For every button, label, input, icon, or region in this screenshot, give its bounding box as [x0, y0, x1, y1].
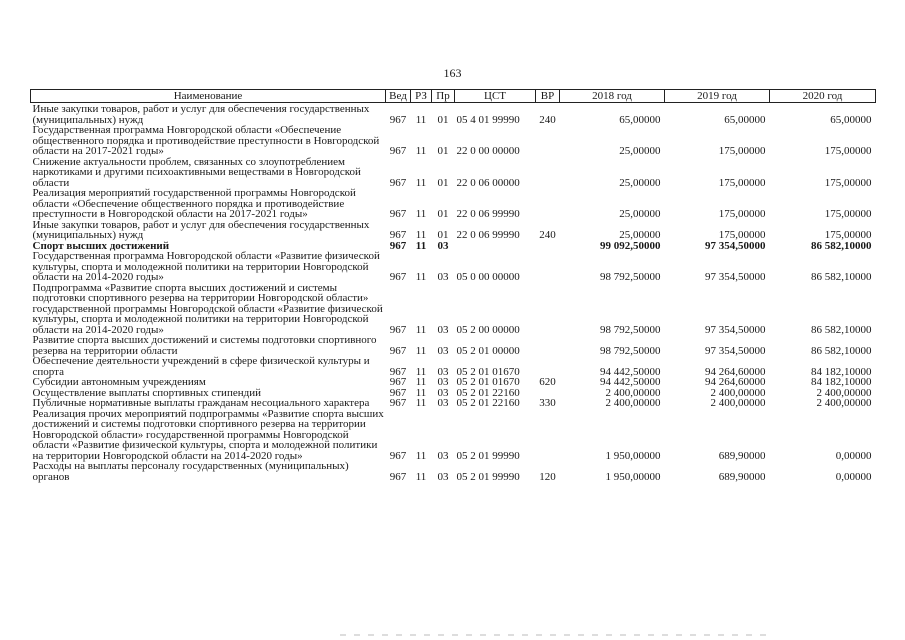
cell-cst: 05 2 01 01670	[456, 365, 520, 378]
cell-name: Субсидии автономным учреждениям	[32, 376, 206, 388]
cell-name: Реализация мероприятий государственной программы Новгородской области «Обеспечение общественного порядка и противодействие преступности в Новгородской области на 2017-2021 годы»	[32, 187, 356, 220]
cell-ved: 967	[389, 176, 407, 189]
cell-2020: 86 582,10000	[811, 239, 872, 252]
cell-name: Подпрограмма «Развитие спорта высших достижений и системы подготовки спортивного резерва на территории Новгородской области» государственной программы Новгородской области «Развитие физической культуры, спорта и молодежной политики на территории Новгородской области на 2014-2020 годы»	[32, 281, 383, 336]
cell-ved: 967	[389, 376, 407, 388]
cell-2020: 0,00000	[835, 470, 872, 483]
cell-2020: 2 400,00000	[816, 386, 872, 399]
cell-ved: 967	[389, 397, 407, 409]
cell-vr: 330	[539, 397, 556, 409]
header-2020: 2020 год	[770, 90, 876, 103]
table-row	[31, 398, 876, 409]
cell-name: Иные закупки товаров, работ и услуг для обеспечения государственных (муниципальных) нужд	[32, 103, 370, 126]
cell-2020: 2 400,00000	[816, 397, 872, 409]
table-row	[31, 377, 876, 388]
cell-rz: 11	[415, 376, 427, 388]
cell-2019: 97 354,50000	[705, 344, 766, 357]
cell-name: Снижение актуальности проблем, связанных со злоупотреблением наркотиками и другими психоактивными веществами в Новгородской области	[32, 155, 361, 189]
cell-cst: 05 2 01 22160	[456, 386, 520, 399]
cell-2020: 86 582,10000	[811, 271, 872, 283]
cell-cst: 05 4 01 99990	[456, 113, 520, 126]
cell-vr: 240	[539, 229, 556, 241]
cell-2018: 99 092,50000	[600, 239, 661, 252]
cell-rz: 11	[415, 470, 427, 483]
cell-2019: 2 400,00000	[710, 386, 766, 399]
cell-2018: 98 792,50000	[600, 323, 661, 336]
cell-ved: 967	[389, 239, 407, 252]
cell-2019: 175,00000	[718, 145, 766, 157]
cell-2018: 25,00000	[619, 176, 661, 189]
table-row	[31, 283, 876, 336]
page-number: 163	[443, 66, 462, 80]
cell-2019: 175,00000	[718, 229, 766, 241]
table-row	[31, 125, 876, 157]
cell-2020: 175,00000	[824, 208, 872, 220]
cell-vr	[536, 241, 560, 252]
cell-ved: 967	[389, 323, 407, 336]
cell-rz: 11	[415, 229, 427, 241]
table-row	[31, 103, 876, 126]
cell-rz: 11	[415, 271, 427, 283]
cell-2018: 25,00000	[619, 208, 661, 220]
cell-name: Иные закупки товаров, работ и услуг для обеспечения государственных (муниципальных) нужд	[32, 218, 370, 241]
cell-pr: 01	[437, 145, 449, 157]
cell-vr	[536, 283, 560, 336]
cell-cst: 05 2 01 00000	[456, 344, 520, 357]
cell-ved: 967	[389, 449, 407, 462]
cell-2020: 84 182,10000	[811, 376, 872, 388]
cell-name: Развитие спорта высших достижений и системы подготовки спортивного резерва на территории области	[32, 334, 377, 357]
cell-pr: 03	[437, 449, 449, 462]
cell-ved: 967	[389, 229, 407, 241]
cell-rz: 11	[415, 323, 427, 336]
cell-pr: 01	[437, 113, 449, 126]
cell-pr: 03	[437, 239, 449, 252]
table-row	[31, 251, 876, 283]
table-row	[31, 188, 876, 220]
cell-cst: 22 0 06 00000	[456, 176, 520, 189]
cell-ved: 967	[389, 145, 407, 157]
cell-vr	[536, 356, 560, 377]
cell-cst: 22 0 06 99990	[456, 208, 520, 220]
cell-pr: 01	[437, 176, 449, 189]
cell-2019: 94 264,60000	[705, 376, 766, 388]
cell-ved: 967	[389, 271, 407, 283]
cell-vr	[536, 125, 560, 157]
table-body	[31, 103, 876, 483]
cell-cst: 22 0 06 99990	[456, 229, 520, 241]
cell-rz: 11	[415, 113, 427, 126]
cell-rz: 11	[415, 386, 427, 399]
table-row	[31, 461, 876, 482]
cell-name: Государственная программа Новгородской области «Развитие физической культуры, спорта и молодежной политики на территории Новгородской области на 2014-2020 годы»	[32, 250, 380, 283]
cell-vr: 120	[539, 470, 556, 483]
cell-cst: 22 0 00 00000	[456, 145, 520, 157]
budget-table	[30, 89, 876, 482]
cell-2018: 94 442,50000	[600, 376, 661, 388]
header-2019: 2019 год	[665, 90, 770, 103]
cell-2019: 175,00000	[718, 208, 766, 220]
cell-ved: 967	[389, 470, 407, 483]
cell-2020: 175,00000	[824, 176, 872, 189]
cell-vr	[536, 335, 560, 356]
cell-rz: 11	[415, 344, 427, 357]
cell-cst	[455, 241, 536, 252]
cell-2018: 1 950,00000	[605, 470, 661, 483]
cell-pr: 01	[437, 229, 449, 241]
cell-name: Государственная программа Новгородской области «Обеспечение общественного порядка и противодействие преступности в Новгородской области на 2017-2021 годы»	[32, 124, 380, 157]
cell-2018: 25,00000	[619, 145, 661, 157]
scan-artifact-line	[340, 634, 770, 636]
cell-2018: 2 400,00000	[605, 397, 661, 409]
table-row	[31, 409, 876, 462]
cell-2018: 1 950,00000	[605, 449, 661, 462]
cell-2020: 86 582,10000	[811, 323, 872, 336]
cell-rz: 11	[415, 176, 427, 189]
table-header-row	[31, 90, 876, 103]
cell-rz: 11	[415, 397, 427, 409]
cell-cst: 05 2 01 22160	[456, 397, 520, 409]
cell-pr: 03	[437, 470, 449, 483]
cell-cst: 05 2 01 99990	[456, 449, 520, 462]
cell-name: Спорт высших достижений	[32, 239, 170, 252]
cell-pr: 03	[437, 344, 449, 357]
cell-rz: 11	[415, 239, 427, 252]
cell-pr: 03	[437, 386, 449, 399]
cell-pr: 03	[437, 323, 449, 336]
cell-rz: 11	[415, 145, 427, 157]
cell-2019: 97 354,50000	[705, 323, 766, 336]
cell-ved: 967	[389, 386, 407, 399]
cell-vr: 620	[539, 376, 556, 388]
cell-2020: 86 582,10000	[811, 344, 872, 357]
cell-2020: 84 182,10000	[811, 365, 872, 378]
cell-2019: 65,00000	[724, 113, 766, 126]
table-row	[31, 335, 876, 356]
cell-ved: 967	[389, 113, 407, 126]
cell-rz: 11	[415, 449, 427, 462]
header-cst: ЦСТ	[455, 90, 536, 103]
header-pr: Пр	[432, 90, 455, 103]
cell-vr	[536, 409, 560, 462]
header-2018: 2018 год	[560, 90, 665, 103]
cell-2019: 2 400,00000	[710, 397, 766, 409]
cell-2018: 98 792,50000	[600, 344, 661, 357]
header-vr: ВР	[536, 90, 560, 103]
cell-vr	[536, 251, 560, 283]
table-row	[31, 157, 876, 189]
cell-name: Публичные нормативные выплаты гражданам несоциального характера	[32, 397, 370, 409]
cell-2019: 97 354,50000	[705, 239, 766, 252]
cell-pr: 01	[437, 208, 449, 220]
cell-2020: 65,00000	[830, 113, 872, 126]
table-row	[31, 356, 876, 377]
cell-2018: 25,00000	[619, 229, 661, 241]
cell-ved: 967	[389, 208, 407, 220]
cell-cst: 05 2 01 01670	[456, 376, 520, 388]
cell-ved: 967	[389, 365, 407, 378]
cell-name: Реализация прочих мероприятий подпрограммы «Развитие спорта высших достижений и системы подготовки спортивного резерва на территории Новгородской области» государственной программы Новгородской области «Развитие физической культуры, спорта и молодежной политики на территории Новгородской области на 2014-2020 годы»	[32, 407, 384, 462]
header-ved: Вед	[386, 90, 411, 103]
cell-cst: 05 0 00 00000	[456, 271, 520, 283]
cell-2020: 175,00000	[824, 229, 872, 241]
cell-2019: 689,90000	[718, 470, 766, 483]
table-row	[31, 220, 876, 241]
cell-2020: 0,00000	[835, 449, 872, 462]
cell-vr: 240	[539, 113, 556, 126]
cell-vr	[536, 188, 560, 220]
cell-cst: 05 2 01 99990	[456, 470, 520, 483]
cell-2019: 175,00000	[718, 176, 766, 189]
cell-rz: 11	[415, 365, 427, 378]
cell-2018: 94 442,50000	[600, 365, 661, 378]
header-name: Наименование	[31, 90, 386, 103]
cell-pr: 03	[437, 397, 449, 409]
cell-2018: 65,00000	[619, 113, 661, 126]
cell-2019: 97 354,50000	[705, 271, 766, 283]
cell-2018: 2 400,00000	[605, 386, 661, 399]
cell-2018: 98 792,50000	[600, 271, 661, 283]
cell-name: Осуществление выплаты спортивных стипендий	[32, 386, 261, 399]
cell-cst: 05 2 00 00000	[456, 323, 520, 336]
cell-pr: 03	[437, 365, 449, 378]
cell-pr: 03	[437, 271, 449, 283]
header-rz: РЗ	[411, 90, 432, 103]
cell-pr: 03	[437, 376, 449, 388]
cell-name: Обеспечение деятельности учреждений в сфере физической культуры и спорта	[32, 355, 370, 378]
cell-ved: 967	[389, 344, 407, 357]
cell-vr	[536, 157, 560, 189]
cell-2020: 175,00000	[824, 145, 872, 157]
cell-2019: 689,90000	[718, 449, 766, 462]
cell-rz: 11	[415, 208, 427, 220]
cell-2019: 94 264,60000	[705, 365, 766, 378]
cell-name: Расходы на выплаты персоналу государственных (муниципальных) органов	[32, 460, 349, 483]
